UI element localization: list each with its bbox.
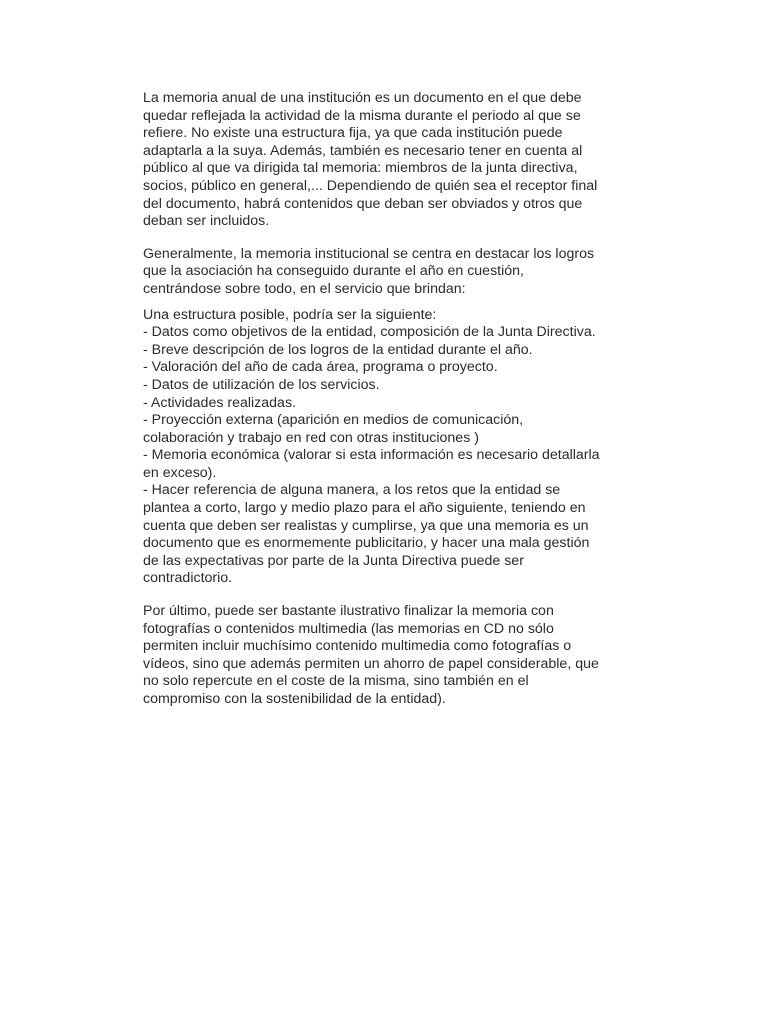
list-item: - Valoración del año de cada área, programa o proyecto. xyxy=(143,359,498,376)
text-line: refiere. No existe una estructura fija, ya que cada institución puede xyxy=(143,125,563,142)
text-line: La memoria anual de una institución es un documento en el que debe xyxy=(143,90,582,106)
list-item: - Memoria económica (valorar si esta información es necesario detallarla xyxy=(143,447,600,464)
paragraph-conclusion xyxy=(143,603,603,709)
text-line: colaboración y trabajo en red con otras instituciones ) xyxy=(143,429,479,446)
text-line: adaptarla a la suya. Además, también es necesario tener en cuenta al xyxy=(143,142,583,159)
paragraph-structure-list xyxy=(143,307,603,589)
text-line: del documento, habrá contenidos que deban ser obviados y otros que xyxy=(143,195,583,212)
list-item: - Actividades realizadas. xyxy=(143,394,296,411)
text-line: vídeos, sino que además permiten un ahorro de papel considerable, que xyxy=(143,655,599,672)
text-line: cuenta que deben ser realistas y cumplirse, ya que una memoria es un xyxy=(143,517,589,534)
text-line: contradictorio. xyxy=(143,570,233,587)
list-item: - Breve descripción de los logros de la entidad durante el año. xyxy=(143,341,533,358)
list-item: - Hacer referencia de alguna manera, a los retos que la entidad se xyxy=(143,482,561,499)
text-line: de las expectativas por parte de la Junta Directiva puede ser xyxy=(143,552,524,569)
text-line: Una estructura posible, podría ser la siguiente: xyxy=(143,306,437,323)
text-line: fotografías o contenidos multimedia (las memorias en CD no sólo xyxy=(143,620,554,637)
text-line: deban ser incluidos. xyxy=(143,213,270,230)
paragraph-general xyxy=(143,246,603,299)
text-line: público al que va dirigida tal memoria: miembros de la junta directiva, xyxy=(143,160,578,177)
document-body xyxy=(143,90,603,724)
list-item: - Proyección externa (aparición en medios de comunicación, xyxy=(143,412,524,429)
text-line: no solo repercute en el coste de la misma, sino también en el xyxy=(143,673,529,690)
list-item: - Datos de utilización de los servicios. xyxy=(143,376,380,393)
text-line: quedar reflejada la actividad de la misma durante el periodo al que se xyxy=(143,107,581,124)
text-line: documento que es enormemente publicitario, y hacer una mala gestión xyxy=(143,535,590,552)
text-line: plantea a corto, largo y medio plazo para el año siguiente, teniendo en xyxy=(143,500,586,517)
text-line: compromiso con la sostenibilidad de la entidad). xyxy=(143,691,446,707)
list-item: - Datos como objetivos de la entidad, composición de la Junta Directiva. xyxy=(143,324,596,341)
text-line: centrándose sobre todo, en el servicio que brindan: xyxy=(143,280,466,297)
text-line: socios, público en general,... Dependiendo de quién sea el receptor final xyxy=(143,177,598,194)
paragraph-intro xyxy=(143,90,603,231)
text-line: que la asociación ha conseguido durante el año en cuestión, xyxy=(143,263,524,280)
text-line: permiten incluir muchísimo contenido multimedia como fotografías o xyxy=(143,638,572,655)
text-line: Por último, puede ser bastante ilustrativo finalizar la memoria con xyxy=(143,603,554,620)
text-line: Generalmente, la memoria institucional se centra en destacar los logros xyxy=(143,245,595,262)
text-line: en exceso). xyxy=(143,464,217,481)
